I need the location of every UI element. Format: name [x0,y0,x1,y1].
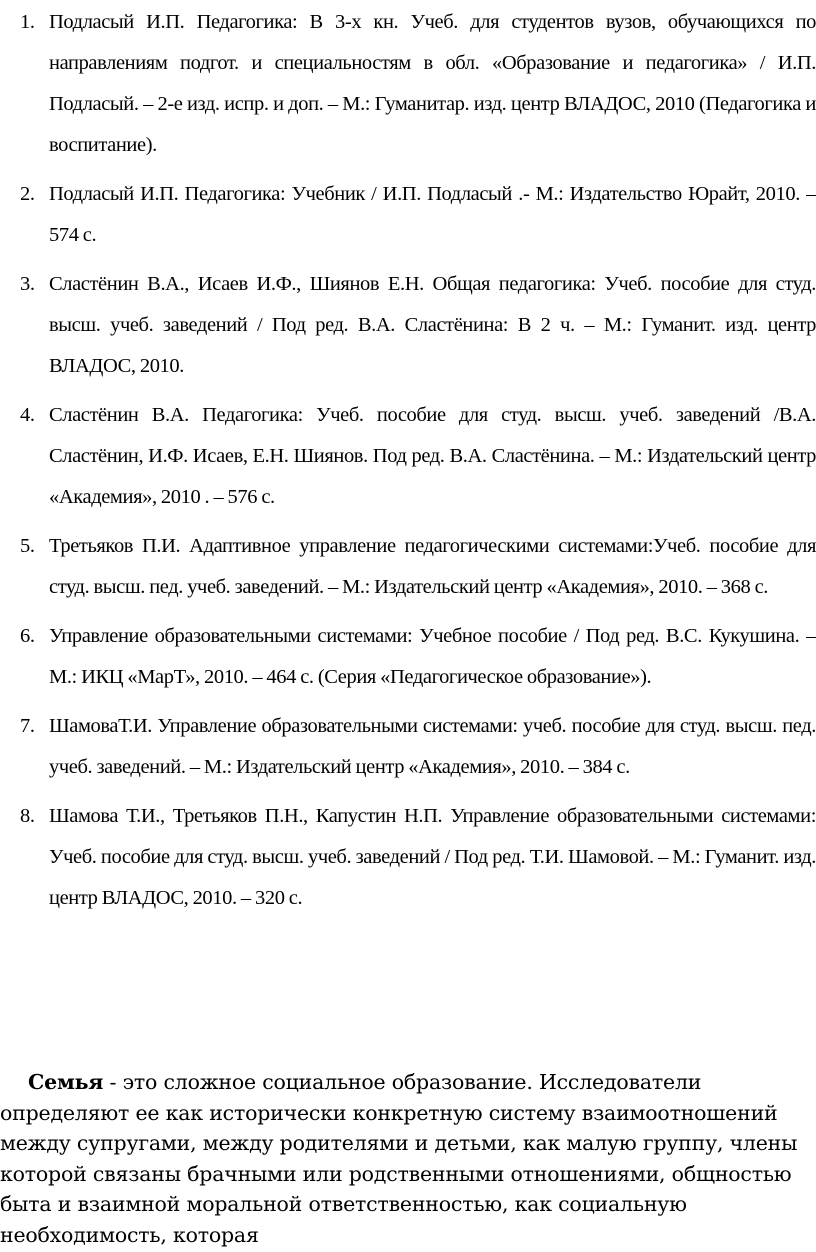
reference-text: Подласый И.П. Педагогика: Учебник / И.П. Подласый .- М.: Издательство Юрайт, 2010. – 574 с. [49,183,816,246]
reference-number: 6. [20,625,35,647]
reference-item-6 [0,616,816,698]
reference-item-2 [0,174,816,256]
reference-text: Сластёнин В.А., Исаев И.Ф., Шиянов Е.Н. Общая педагогика: Учеб. пособие для студ. высш. учеб. заведений / Под ред. В.А. Сластёнина: В 2 ч. – М.: Гуманит. изд. центр ВЛАДОС, 2010. [49,273,816,377]
reference-text: Шамова Т.И., Третьяков П.Н., Капустин Н.П. Управление образовательными системами: Учеб. пособие для студ. высш. учеб. заведений / Под ред. Т.И. Шамовой. – М.: Гуманит. изд. центр ВЛАДОС, 2010. – 320 с. [49,805,816,909]
reference-number: 5. [20,535,35,557]
reference-item-8 [0,796,816,919]
reference-text: Управление образовательными системами: Учебное пособие / Под ред. В.С. Кукушина. – М.: ИКЦ «МарТ», 2010. – 464 с. (Серия «Педагогическое образование»). [49,625,816,688]
reference-item-5 [0,526,816,608]
reference-text: Сластёнин В.А. Педагогика: Учеб. пособие для студ. высш. учеб. заведений /В.А. Сластёнин, И.Ф. Исаев, Е.Н. Шиянов. Под ред. В.А. Сластёнина. – М.: Издательский центр «Академия», 2010 . – 576 с. [49,404,816,508]
reference-number: 2. [20,183,35,205]
reference-text: Подласый И.П. Педагогика: В 3-х кн. Учеб. для студентов вузов, обучающихся по направлениям подгот. и специальностям в обл. «Образование и педагогика» / И.П. Подласый. – 2-е изд. испр. и доп. – М.: Гуманитар. изд. центр ВЛАДОС, 2010 (Педагогика и воспитание). [49,11,816,156]
reference-item-1 [0,2,816,166]
reference-list [0,2,816,927]
reference-number: 1. [20,11,35,33]
reference-number: 4. [20,404,35,426]
reference-number: 8. [20,805,35,827]
body-paragraph [0,1067,816,1250]
reference-text: Третьяков П.И. Адаптивное управление педагогическими системами:Учеб. пособие для студ. высш. пед. учеб. заведений. – М.: Издательский центр «Академия», 2010. – 368 с. [49,535,816,598]
term-bold: Семья [28,1070,104,1094]
reference-item-3 [0,264,816,387]
reference-item-7 [0,706,816,788]
paragraph-text: - это сложное социальное образование. Исследователи определяют ее как исторически конкретную систему взаимоотношений между супругами, между родителями и детьми, как малую группу, члены которой связаны брачными или родственными отношениями, общностью быта и взаимной моральной ответственностью, как социальную необходимость, которая [0,1070,798,1247]
reference-number: 7. [20,715,35,737]
reference-number: 3. [20,273,35,295]
reference-item-4 [0,395,816,518]
reference-text: ШамоваТ.И. Управление образовательными системами: учеб. пособие для студ. высш. пед. учеб. заведений. – М.: Издательский центр «Академия», 2010. – 384 с. [49,715,816,778]
